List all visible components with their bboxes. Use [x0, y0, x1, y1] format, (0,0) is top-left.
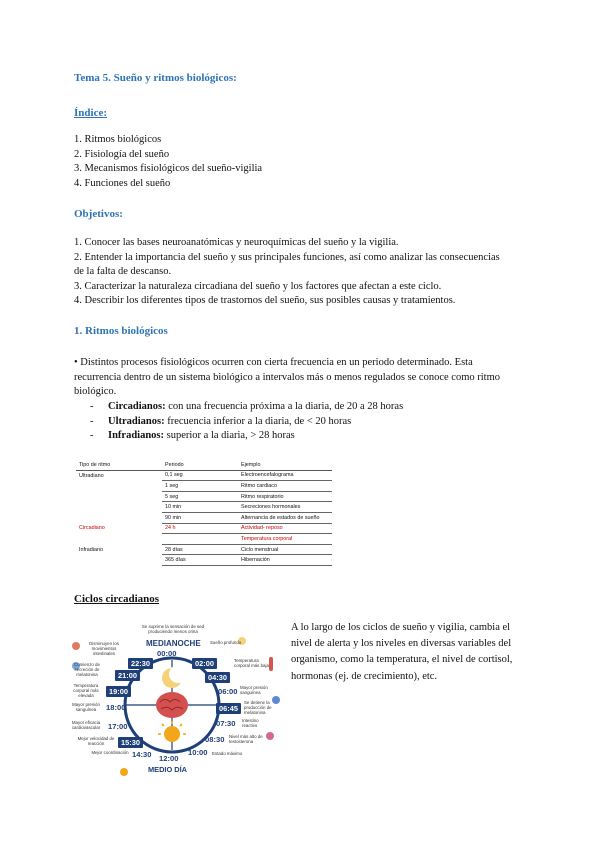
table-row [76, 523, 332, 534]
time-0600: 06:00 [218, 687, 238, 696]
note-0430: Temperatura corporal más baja [234, 658, 269, 668]
ciclos-line: A lo largo de los ciclos de sueño y vigilia, cambia el [291, 622, 511, 633]
rhythm-desc: frecuencia inferior a la diaria, de < 20 horas [164, 415, 352, 427]
note-0645: Se detiene la producción de melatonina [244, 700, 272, 715]
table-cell-example: Temperatura corporal [238, 534, 332, 545]
rhythm-type-item: - Ultradianos: frecuencia inferior a la diaria, de < 20 horas [90, 415, 352, 427]
note-0730: Intestino reactivo [242, 718, 259, 728]
table-cell-period: 0,1 seg [162, 470, 238, 481]
time-1200: 12:00 [159, 754, 179, 763]
objetivos-heading: Objetivos: [74, 208, 123, 220]
table-cell-period: 365 días [162, 555, 238, 566]
ciclos-line: nivel de alerta y los niveles en diversas variables del [291, 638, 512, 650]
circadian-clock-figure [64, 622, 286, 778]
note-2100: Comienzo de secreción de melatonina [74, 662, 100, 677]
time-2100: 21:00 [115, 670, 140, 681]
table-cell-example: Electroencefalograma [238, 470, 332, 481]
ciclos-text [291, 620, 512, 685]
note-1000: Estado máximo [212, 751, 243, 756]
section-heading: 1. Ritmos biológicos [74, 325, 168, 337]
rhythm-table [76, 460, 332, 566]
table-row [76, 470, 332, 481]
page-title: Tema 5. Sueño y ritmos biológicos: [74, 72, 237, 84]
indice-list [74, 133, 262, 191]
time-0430: 04:30 [205, 672, 230, 683]
rhythm-desc: con una frecuencia próxima a la diaria, de 20 a 28 horas [165, 401, 404, 412]
indice-item: 3. Mecanismos fisiológicos del sueño-vigilia [74, 163, 263, 175]
table-cell-example: Ritmo respiratorio [238, 491, 332, 502]
noon-label: MEDIO DÍA [148, 765, 188, 774]
note-1430: Mejor coordinación [91, 750, 129, 755]
time-1900: 19:00 [106, 686, 131, 697]
table-row [76, 555, 332, 566]
brain-icon [156, 692, 188, 718]
table-cell-period [162, 534, 238, 545]
table-row [76, 534, 332, 545]
table-cell-type: Ultradiano [79, 472, 104, 479]
table-cell-type [76, 555, 162, 566]
table-cell-type [76, 502, 162, 513]
rhythm-term: Infradianos: [108, 430, 165, 442]
intestine-icon [72, 642, 80, 650]
note-0600: Mayor presión sanguínea [240, 685, 268, 695]
time-1800: 18:00 [106, 703, 126, 712]
table-cell-type [76, 534, 162, 545]
ciclos-heading: Ciclos circadianos [74, 593, 160, 605]
table-row [76, 544, 332, 555]
rhythm-type-item: - Infradianos: superior a la diaria, > 28 horas [90, 430, 295, 442]
table-row [76, 491, 332, 502]
note-1900: Temperatura corporal más elevada [73, 683, 99, 698]
time-0730: 07:30 [216, 719, 236, 728]
table-header: Periodo [162, 460, 238, 470]
table-cell-period: 1 seg [162, 481, 238, 492]
table-cell-type [76, 481, 162, 492]
note-2230: Disminuyen los movimientos intestinales [89, 641, 119, 656]
table-cell-period: 5 seg [162, 491, 238, 502]
objetivo-item: 4. Describir los diferentes tipos de trastornos del sueño, sus posibles causas y tratamientos. [74, 295, 456, 307]
rhythm-term: Ultradianos: [108, 415, 165, 427]
note-1800: Mayor presión sanguínea [72, 702, 100, 712]
time-0000: 00:00 [157, 649, 177, 658]
table-cell-type [76, 512, 162, 523]
time-0645: 06:45 [216, 703, 241, 714]
table-cell-example: Hibernación [238, 555, 332, 566]
table-cell-period: 90 min [162, 512, 238, 523]
intro-line: • Distintos procesos fisiológicos ocurren con cierta frecuencia en un periodo determinado. Esta [74, 357, 473, 368]
time-1700: 17:00 [108, 722, 128, 731]
intro-line: recurrencia dentro de un sistema biológico a intervalos más o menos regulados se conoce como ritmo [74, 371, 500, 383]
rhythm-type-item: - Circadianos: con una frecuencia próxima a la diaria, de 20 a 28 horas [90, 401, 404, 412]
table-row [76, 512, 332, 523]
table-header-row [76, 460, 332, 470]
rhythm-desc: superior a la diaria, > 28 horas [164, 430, 295, 442]
table-cell-period: 28 días [162, 544, 238, 555]
objetivo-item: 3. Caracterizar la naturaleza circadiana del sueño y los factores que afectan a este ciclo. [74, 280, 442, 292]
table-cell-type: Infradiano [79, 546, 103, 553]
table-cell-type: Circadiano [79, 525, 105, 532]
ciclos-line: organismo, como la temperatura, el nivel de cortisol, [291, 654, 513, 666]
time-1000: 10:00 [188, 748, 208, 757]
objetivos-list [74, 236, 500, 309]
time-0830: 08:30 [205, 735, 225, 744]
table-cell-period: 10 min [162, 502, 238, 513]
table-cell-example: Ciclo menstrual [238, 544, 332, 555]
note-1700: Mayor eficacia cardiovascular [71, 720, 101, 730]
indice-heading: Índice: [74, 107, 107, 119]
note-0000: Se suprime la sensación de sed produciendo menos orina [141, 624, 205, 634]
table-cell-example: Alternancia de estados de sueño [238, 512, 332, 523]
table-header: Ejemplo [238, 460, 332, 470]
indice-item: 1. Ritmos biológicos [74, 134, 162, 145]
intro-line: biológico. [74, 386, 117, 398]
table-cell-type [76, 491, 162, 502]
indice-item: 2. Fisiología del sueño [74, 148, 170, 160]
rhythm-type-list [90, 400, 403, 444]
objetivo-item: 2. Entender la importancia del sueño y sus principales funciones, así como analizar las consecuencias [74, 251, 500, 263]
objetivo-item: de la falta de descanso. [74, 266, 172, 278]
note-1530: Mejor velocidad de reacción [77, 736, 115, 746]
rhythm-term: Circadianos: [108, 401, 166, 412]
note-0200: Sueño profundo [210, 640, 242, 645]
table-cell-period: 24 h [162, 523, 238, 534]
time-1430: 14:30 [132, 750, 152, 759]
section-intro [74, 356, 500, 400]
objetivo-item: 1. Conocer las bases neuroanatómicas y neuroquímicas del sueño y la vigilia. [74, 237, 399, 248]
table-cell-example: Ritmo cardiaco [238, 481, 332, 492]
indice-item: 4. Funciones del sueño [74, 177, 171, 189]
midnight-label: MEDIANOCHE [146, 639, 201, 648]
ciclos-line: hormonas (ej. de crecimiento), etc. [291, 670, 438, 682]
table-header: Tipo de ritmo [76, 460, 162, 470]
table-row [76, 502, 332, 513]
time-0200: 02:00 [192, 658, 217, 669]
time-2230: 22:30 [128, 658, 153, 669]
testosterone-icon [266, 732, 274, 740]
table-cell-example: Actividad- reposo [238, 523, 332, 534]
time-1530: 15:30 [118, 737, 143, 748]
coordination-icon [120, 768, 128, 776]
table-row [76, 481, 332, 492]
table-cell-example: Secreciones hormonales [238, 502, 332, 513]
note-0830: Nivel más alto de testosterona [229, 734, 263, 744]
